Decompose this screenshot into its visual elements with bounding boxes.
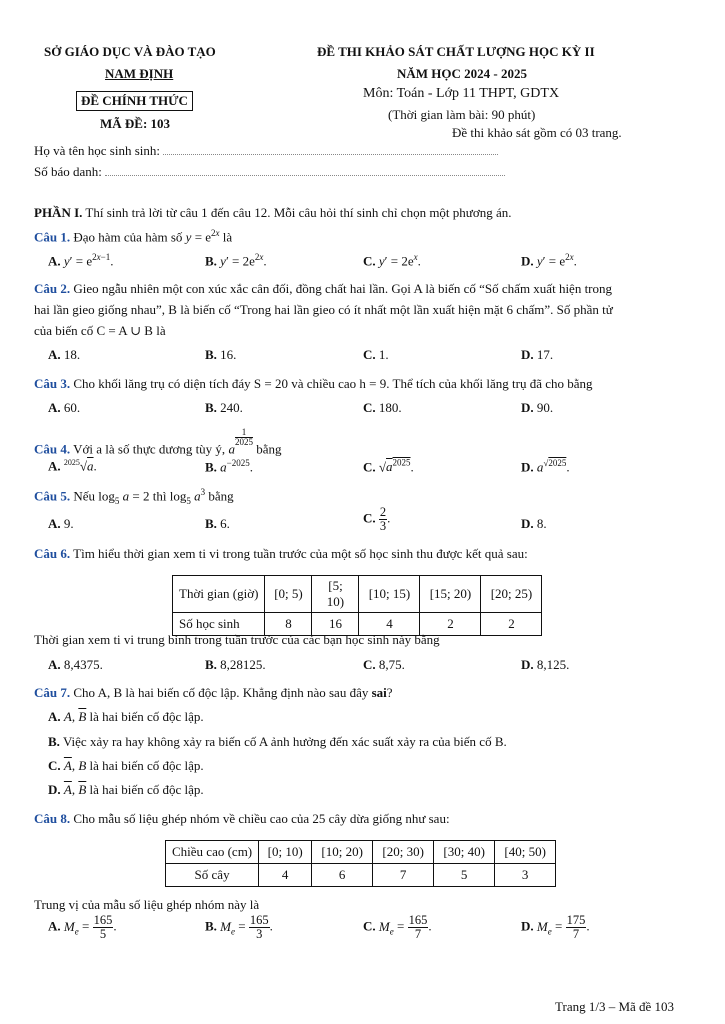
question-3 (34, 376, 593, 392)
department-name: SỞ GIÁO DỤC VÀ ĐÀO TẠO (44, 44, 216, 59)
q8-table (165, 840, 556, 887)
q2-option-b[interactable]: B. 16. (205, 347, 237, 362)
q8-option-b[interactable]: B. $M_e$ = $\frac{165}{3}$ . (205, 913, 273, 942)
table-cell: 5 (434, 864, 495, 887)
q2-b-text: 16. (220, 347, 237, 362)
subject: Môn: Toán - Lớp 11 THPT, GDTX (363, 86, 560, 101)
q8-after: Trung vị của mẫu số liệu ghép nhóm này là (34, 897, 260, 912)
q3-b-text: 240. (220, 400, 243, 415)
table-cell: 4 (259, 864, 312, 887)
q1-option-d[interactable]: D. $y' = e^{2x}$. (521, 252, 577, 269)
q4-tail: bằng (256, 441, 282, 457)
table-cell: Số cây (166, 864, 259, 887)
q1-text: Đạo hàm của hàm số (73, 229, 183, 245)
q7-label: Câu 7. (34, 685, 71, 700)
student-id-field[interactable] (105, 165, 505, 176)
part1-title: PHẦN I. (34, 205, 83, 220)
q3-c-text: 180. (378, 400, 402, 415)
q6-text: Tìm hiểu thời gian xem ti vi trong tuần trước của một số học sinh thu được kết quả sau: (73, 546, 528, 561)
question-1: Câu 1. Đạo hàm của hàm số $y = e^{2x}$ là (34, 228, 233, 245)
q3-label: Câu 3. (34, 376, 71, 391)
q2-d-text: 17. (536, 347, 554, 362)
q7-option-d[interactable]: D. $\overline{A}$, $\overline{B}$ là hai biến cố độc lập. (48, 782, 204, 797)
q6-option-b[interactable]: B. 8,28125. (205, 657, 266, 672)
part1-instruction: Thí sinh trả lời từ câu 1 đến câu 12. Mỗi câu hỏi thí sinh chỉ chọn một phương án. (85, 205, 512, 220)
exam-code: MÃ ĐỀ: 103 (100, 116, 171, 131)
table-cell: Thời gian (giờ) (173, 576, 265, 613)
student-name-row (34, 143, 498, 159)
q7-bold-word: sai (371, 685, 387, 700)
table-cell: [5; 10) (312, 576, 359, 613)
q2-a-text: 18. (63, 347, 81, 362)
page-footer: Trang 1/3 – Mã đề 103 (555, 999, 675, 1014)
table-cell: [20; 30) (373, 841, 434, 864)
q5-option-d[interactable]: D. 8. (521, 516, 547, 531)
q6-b-text: 8,28125. (220, 657, 266, 672)
question-6 (34, 546, 528, 562)
q5-d-text: 8. (536, 516, 547, 531)
q1-option-a[interactable]: A. $y' = e^{2x-1}$. (48, 252, 114, 269)
table-cell: [10; 20) (312, 841, 373, 864)
table-cell: [15; 20) (420, 576, 481, 613)
q8-option-c[interactable]: C. $M_e$ = $\frac{165}{7}$ . (363, 913, 432, 942)
q7-a-text: là hai biến cố độc lập. (89, 709, 204, 724)
table-cell: [30; 40) (434, 841, 495, 864)
table-row (166, 841, 556, 864)
q5-option-c[interactable]: C. $\frac{2}{3}$ . (363, 505, 391, 534)
q1-label: Câu 1. (34, 229, 71, 245)
q2-option-a[interactable]: A. 18. (48, 347, 81, 362)
student-name-label: Họ và tên học sinh sinh: (34, 143, 161, 158)
q7-b-text: Việc xảy ra hay không xảy ra biến cố A ảnh hưởng đến xác suất xảy ra của biến cố B. (62, 734, 507, 749)
q1-option-c[interactable]: C. $y' = 2e^x$. (363, 252, 421, 269)
school-year: NĂM HỌC 2024 - 2025 (397, 66, 527, 81)
q7-d-text: là hai biến cố độc lập. (89, 782, 204, 797)
table-row (173, 576, 542, 613)
q6-label: Câu 6. (34, 546, 71, 561)
q6-a-text: 8,4375. (63, 657, 103, 672)
official-stamp: ĐỀ CHÍNH THỨC (76, 91, 193, 111)
q2-c-text: 1. (378, 347, 389, 362)
table-cell: 8 (265, 613, 312, 636)
table-cell: 4 (359, 613, 420, 636)
table-cell: 16 (312, 613, 359, 636)
q7-text: Cho A, B là hai biến cố độc lập. Khẳng định nào sau đây (73, 685, 369, 700)
question-8 (34, 811, 450, 827)
table-cell: [20; 25) (481, 576, 542, 613)
table-row (166, 864, 556, 887)
q5-a-text: 9. (63, 516, 74, 531)
q3-a-text: 60. (63, 400, 81, 415)
q1-tail: là (222, 229, 233, 245)
q4-option-a[interactable]: A. $^{2025}$√a. (48, 458, 97, 474)
q6-d-text: 8,125. (536, 657, 570, 672)
q8-label: Câu 8. (34, 811, 71, 826)
q2-option-d[interactable]: D. 17. (521, 347, 554, 362)
question-4: Câu 4. Với a là số thực dương tùy ý, a $\frac{1}{2025}$ bằng (34, 427, 282, 457)
q8-option-d[interactable]: D. $M_e$ = $\frac{175}{7}$ . (521, 913, 590, 942)
q6-option-d[interactable]: D. 8,125. (521, 657, 570, 672)
q4-option-d[interactable]: D. $a^{√2025}$. (521, 458, 570, 475)
pages-note: Đề thi khảo sát gồm có 03 trang. (452, 125, 622, 140)
q6-option-c[interactable]: C. 8,75. (363, 657, 405, 672)
table-cell: 7 (373, 864, 434, 887)
table-cell: Chiều cao (cm) (166, 841, 259, 864)
q3-option-d[interactable]: D. 90. (521, 400, 554, 415)
table-cell: 6 (312, 864, 373, 887)
q4-option-c[interactable]: C. $√a^{2025}$. (363, 458, 414, 475)
q1-option-b[interactable]: B. $y' = 2e^{2x}$. (205, 252, 267, 269)
q4-text: Với a là số thực dương tùy ý, (73, 441, 226, 457)
question-2-line1 (34, 281, 612, 297)
q3-d-text: 90. (536, 400, 554, 415)
q2-option-c[interactable]: C. 1. (363, 347, 389, 362)
q7-option-c[interactable]: C. $\overline{A}$, B là hai biến cố độc lập. (48, 758, 204, 773)
part1-heading (34, 205, 511, 221)
q6-after: Thời gian xem ti vi trung bình trong tuần trước của các bạn học sinh này bằng (34, 632, 440, 647)
province-name: NAM ĐỊNH (105, 66, 174, 81)
q5-option-b[interactable]: B. 6. (205, 516, 230, 531)
q2-line3: của biến cố C = A ∪ B là (34, 323, 166, 338)
student-id-row (34, 164, 505, 180)
student-id-label: Số báo danh: (34, 164, 102, 179)
q7-option-a[interactable]: A. A, $\overline{B}$ là hai biến cố độc lập. (48, 709, 204, 724)
exam-title: ĐỀ THI KHẢO SÁT CHẤT LƯỢNG HỌC KỲ II (317, 44, 595, 59)
q3-option-c[interactable]: C. 180. (363, 400, 402, 415)
question-5: Câu 5. Nếu $\log_5 a = 2$ thì $\log_5 a^3$ bằng (34, 487, 234, 506)
table-cell: [40; 50) (495, 841, 556, 864)
q6-option-a[interactable]: A. 8,4375. (48, 657, 103, 672)
q7-c-text: là hai biến cố độc lập. (89, 758, 204, 773)
q6-c-text: 8,75. (378, 657, 405, 672)
q5-text: Nếu log (73, 488, 115, 504)
q6-table (172, 575, 542, 636)
time-limit: (Thời gian làm bài: 90 phút) (388, 107, 536, 122)
student-name-field[interactable] (163, 144, 498, 155)
q2-line1: Gieo ngẫu nhiên một con xúc xắc cân đối, đồng chất hai lần. Gọi A là biến cố “Số chấm xuất hiện trong (73, 281, 613, 296)
table-cell: [0; 10) (259, 841, 312, 864)
q8-option-a[interactable]: A. $M_e$ = $\frac{165}{5}$ . (48, 913, 117, 942)
table-cell: 3 (495, 864, 556, 887)
q7-option-b[interactable]: B. Việc xảy ra hay không xảy ra biến cố A ảnh hưởng đến xác suất xảy ra của biến cố B. (48, 734, 507, 749)
table-cell: [0; 5) (265, 576, 312, 613)
table-cell: 2 (420, 613, 481, 636)
q2-line2: hai lần gieo giống nhau”, B là biến cố “Trong hai lần gieo có ít nhất một lần xuất hiện mặt 6 chấm”. Số phần tử (34, 302, 613, 317)
q5-b-text: 6. (220, 516, 230, 531)
q4-label: Câu 4. (34, 441, 71, 457)
table-cell: 2 (481, 613, 542, 636)
q5-option-a[interactable]: A. 9. (48, 516, 74, 531)
q2-label: Câu 2. (34, 281, 71, 296)
table-cell: Số học sinh (173, 613, 265, 636)
q3-option-b[interactable]: B. 240. (205, 400, 243, 415)
q4-option-b[interactable]: B. $a^{-2025}$. (205, 458, 253, 475)
question-7: Câu 7. Cho A, B là hai biến cố độc lập. Khẳng định nào sau đây sai? (34, 685, 393, 700)
table-cell: [10; 15) (359, 576, 420, 613)
q5-label: Câu 5. (34, 488, 71, 504)
q8-text: Cho mẫu số liệu ghép nhóm về chiều cao của 25 cây dừa giống như sau: (73, 811, 450, 826)
q3-option-a[interactable]: A. 60. (48, 400, 81, 415)
q3-text: Cho khối lăng trụ có diện tích đáy S = 20 và chiều cao h = 9. Thể tích của khối lăng trụ đã cho bằng (73, 376, 593, 391)
